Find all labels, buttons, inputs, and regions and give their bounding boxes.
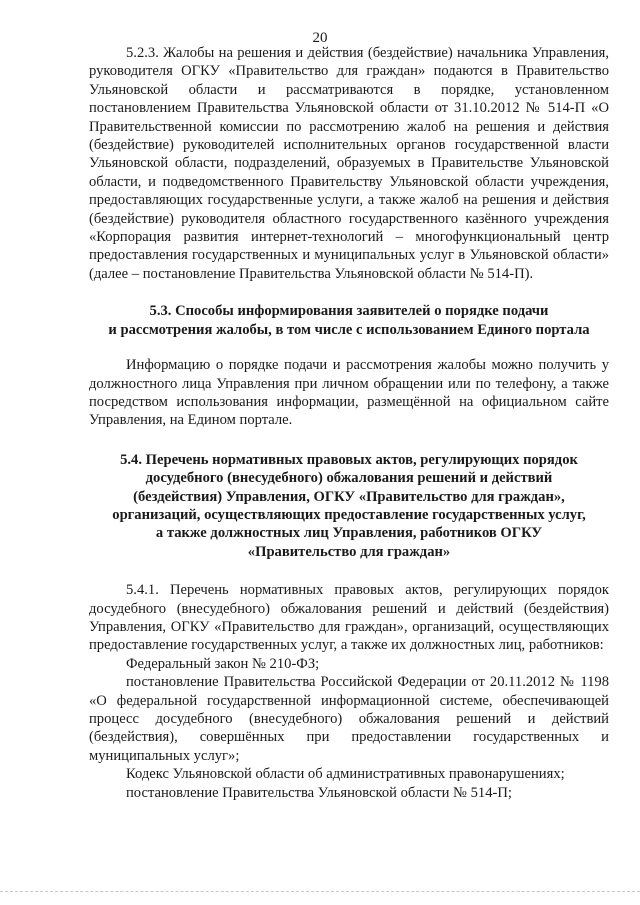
paragraph-5-2-3: 5.2.3. Жалобы на решения и действия (бездействие) начальника Управления, руководителя ОГКУ «Правительство для граждан» подаются в Правительство Ульяновской области и рассматриваются в порядке, установленном постановлением Правительства Ульяновской области от 31.10.2012 № 514-П «О Правительственной комиссии по рассмотрению жалоб на решения и действия (бездействие) руководителей исполнительных органов государственной власти Ульяновской области, подразделений, образуемых в Правительстве Ульяновской области, и подведомственного Правительству Ульяновской области учреждения, предоставляющих государственные услуги, а также жалоб на решения и действия (бездействие) руководителя областного государственного казённого учреждения «Корпорация развития интернет-технологий – многофункциональный центр предоставления государственных и муниципальных услуг в Ульяновской области» (далее – постановление Правительства Ульяновской области № 514-П). xyxy=(89,45,609,282)
heading-line: 5.3. Способы информирования заявителей о порядке подачи xyxy=(149,303,549,320)
heading-line: «Правительство для граждан» xyxy=(247,543,451,560)
page-number: 20 xyxy=(312,30,328,46)
heading-line: 5.4. Перечень нормативных правовых актов, регулирующих порядок xyxy=(120,451,578,468)
heading-line: и рассмотрения жалобы, в том числе с использованием Единого портала xyxy=(108,321,590,338)
list-item: постановление Правительства Ульяновской области № 514-П; xyxy=(126,784,512,801)
section-heading-5-4 xyxy=(89,451,609,561)
heading-line: а также должностных лиц Управления, работников ОГКУ xyxy=(155,525,543,542)
heading-line: (бездействия) Управления, ОГКУ «Правительство для граждан», xyxy=(133,488,565,505)
document-body xyxy=(89,44,609,802)
section-heading-5-3 xyxy=(89,302,609,339)
list-item: постановление Правительства Российской Федерации от 20.11.2012 № 1198 «О федеральной государственной информационной системе, обеспечивающей процесс досудебного (внесудебного) обжалования решений и действий (бездействия), совершённых при предоставлении государственных и муниципальных услуг»; xyxy=(89,674,609,764)
heading-line: организаций, осуществляющих предоставление государственных услуг, xyxy=(112,506,586,523)
list-item: Кодекс Ульяновской области об административных правонарушениях; xyxy=(126,766,565,783)
paragraph-5-3: Информацию о порядке подачи и рассмотрения жалобы можно получить у должностного лица Управления при личном обращении или по телефону, а также посредством использования информации, размещённой на официальном сайте Управления, на Едином портале. xyxy=(89,357,609,429)
list-item: Федеральный закон № 210-ФЗ; xyxy=(126,655,320,672)
heading-line: досудебного (внесудебного) обжалования решений и действий xyxy=(145,470,553,487)
page-bottom-divider xyxy=(0,891,640,893)
paragraph-5-4-1: 5.4.1. Перечень нормативных правовых актов, регулирующих порядок досудебного (внесудебного) обжалования решений и действий (бездействия) Управления, ОГКУ «Правительство для граждан», организаций, осуществляющих предоставление государственных услуг, а также их должностных лиц, работников: xyxy=(89,582,609,654)
